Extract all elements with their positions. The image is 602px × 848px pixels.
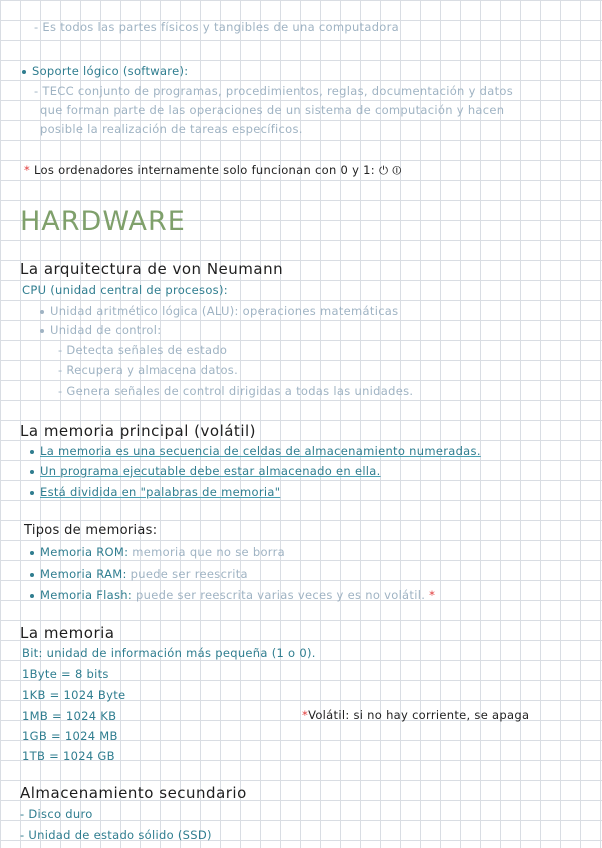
control-unit-item xyxy=(40,323,161,337)
von-neumann-heading: La arquitectura de von Neumann xyxy=(20,260,284,278)
binary-note-text: Los ordenadores internamente solo funcionan con 0 y 1: xyxy=(34,163,375,177)
software-line-3: posible la realización de tareas específicos. xyxy=(40,122,303,136)
secondary-item-1: - Disco duro xyxy=(20,807,93,821)
alu-item xyxy=(40,304,398,318)
memory-types-heading: Tipos de memorias: xyxy=(24,523,158,538)
unit-kb: 1KB = 1024 Byte xyxy=(22,688,126,702)
control-sub-1: - Detecta señales de estado xyxy=(58,343,228,357)
main-memory-heading: La memoria principal (volátil) xyxy=(20,422,257,440)
bullet-dot xyxy=(30,551,34,555)
bullet-dot xyxy=(30,491,34,495)
main-memory-text-2: Un programa ejecutable debe estar almacenado en ella. xyxy=(40,464,381,478)
control-sub-2: - Recupera y almacena datos. xyxy=(58,363,239,377)
star-mark: * xyxy=(24,163,31,177)
volatile-note-text: Volátil: si no hay corriente, se apaga xyxy=(308,708,530,722)
cpu-label: CPU (unidad central de procesos): xyxy=(22,283,228,297)
ram-item xyxy=(30,567,248,581)
star-mark: * xyxy=(302,708,309,722)
bit-definition: Bit: unidad de información más pequeña (1 o 0). xyxy=(22,646,316,660)
flash-text: puede ser reescrita varias veces y es no volátil. xyxy=(136,588,426,602)
main-memory-text-3: Está dividida en "palabras de memoria" xyxy=(40,485,281,499)
memory-heading: La memoria xyxy=(20,624,115,642)
unit-tb: 1TB = 1024 GB xyxy=(22,749,115,763)
secondary-item-2: - Unidad de estado sólido (SSD) xyxy=(20,828,212,842)
rom-label: Memoria ROM: xyxy=(40,545,129,559)
main-memory-text-1: La memoria es una secuencia de celdas de almacenamiento numeradas. xyxy=(40,444,481,458)
main-memory-bullet-1 xyxy=(30,444,481,458)
volatile-note xyxy=(302,708,529,722)
unit-byte: 1Byte = 8 bits xyxy=(22,667,109,681)
rom-item xyxy=(30,545,285,559)
main-memory-bullet-3 xyxy=(30,485,280,499)
bullet-dot xyxy=(22,70,26,74)
bullet-dot xyxy=(30,470,34,474)
rom-text: memoria que no se borra xyxy=(132,545,285,559)
top-note: - Es todos las partes físicos y tangibles de una computadora xyxy=(34,20,400,34)
control-unit-text: Unidad de control: xyxy=(50,323,162,337)
ram-label: Memoria RAM: xyxy=(40,567,127,581)
power-symbols: ⏻ ⏼ xyxy=(378,163,402,177)
page-title: HARDWARE xyxy=(20,206,186,237)
alu-text: Unidad aritmético lógica (ALU): operaciones matemáticas xyxy=(50,304,399,318)
secondary-heading: Almacenamiento secundario xyxy=(20,784,247,802)
bullet-dot xyxy=(30,450,34,454)
software-heading xyxy=(22,64,188,78)
bullet-dot xyxy=(30,573,34,577)
software-line-1: - TECC conjunto de programas, procedimientos, reglas, documentación y datos xyxy=(34,84,514,98)
software-heading-text: Soporte lógico (software): xyxy=(32,64,189,78)
binary-note xyxy=(24,163,402,178)
unit-gb: 1GB = 1024 MB xyxy=(22,729,118,743)
bullet-dot xyxy=(30,594,34,598)
bullet-dot xyxy=(40,310,44,314)
main-memory-bullet-2 xyxy=(30,464,381,478)
unit-mb: 1MB = 1024 KB xyxy=(22,709,117,723)
ram-text: puede ser reescrita xyxy=(130,567,248,581)
control-sub-3: - Genera señales de control dirigidas a todas las unidades. xyxy=(58,384,414,398)
star-mark: * xyxy=(429,588,436,602)
bullet-dot xyxy=(40,329,44,333)
software-line-2: que forman parte de las operaciones de un sistema de computación y hacen xyxy=(40,103,505,117)
flash-label: Memoria Flash: xyxy=(40,588,133,602)
flash-item xyxy=(30,588,435,602)
